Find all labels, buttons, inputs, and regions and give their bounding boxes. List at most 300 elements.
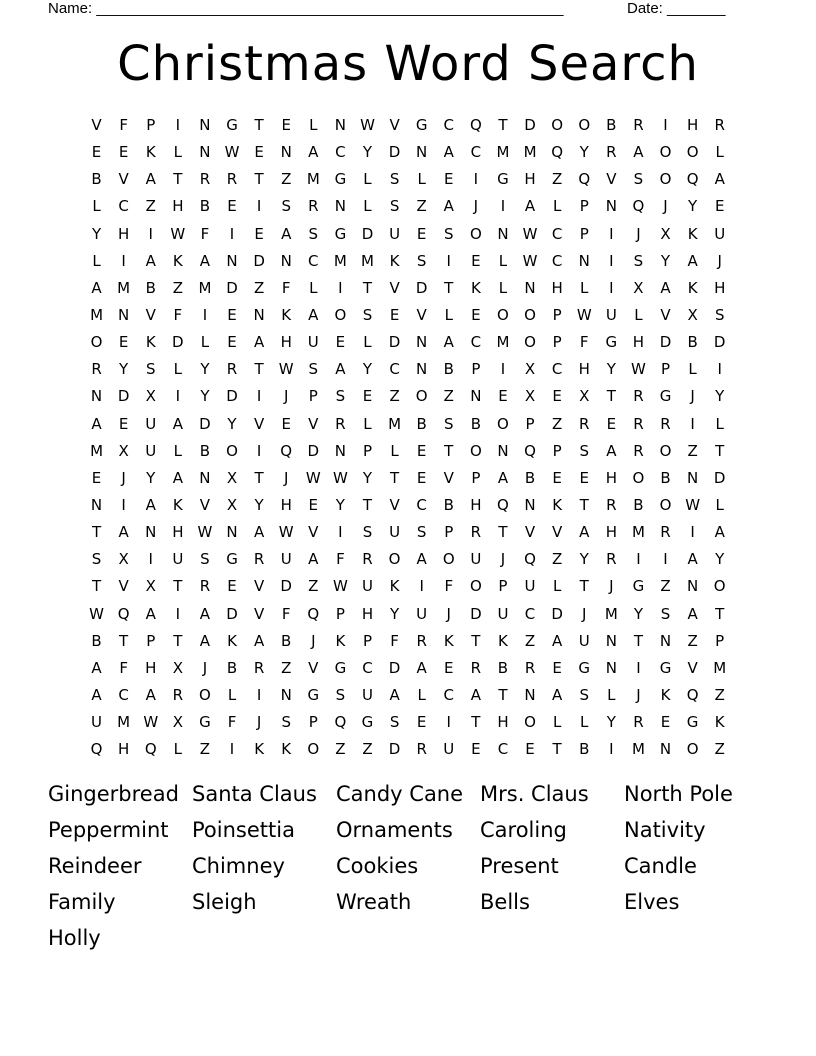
grid-letter: R <box>172 685 184 704</box>
grid-letter: A <box>281 224 292 243</box>
word-list-item: Nativity <box>624 818 706 842</box>
grid-letter: U <box>361 685 373 704</box>
grid-letter: T <box>91 523 102 542</box>
grid-letter: N <box>226 523 238 542</box>
word-list-item: Present <box>480 854 559 878</box>
grid-letter: B <box>91 170 102 189</box>
grid-letter: G <box>334 658 347 677</box>
grid-letter: Z <box>281 658 292 677</box>
grid-letter: A <box>443 143 454 162</box>
grid-letter: N <box>470 387 482 406</box>
grid-letter: S <box>579 685 589 704</box>
grid-letter: A <box>497 468 509 487</box>
grid-letter: C <box>443 116 454 134</box>
grid-letter: G <box>226 116 238 134</box>
grid-letter: I <box>609 224 614 243</box>
grid-letter: B <box>199 441 211 460</box>
grid-letter: X <box>145 577 156 596</box>
grid-letter: I <box>690 523 695 542</box>
grid-letter: H <box>470 495 482 514</box>
grid-letter: X <box>524 360 536 379</box>
grid-letter: V <box>308 414 319 433</box>
grid-letter: T <box>254 170 264 189</box>
grid-letter: U <box>307 333 319 352</box>
grid-letter: V <box>606 170 617 189</box>
grid-letter: K <box>227 631 237 650</box>
letter-grid <box>83 112 733 763</box>
grid-letter: W <box>360 116 375 134</box>
grid-letter: S <box>362 305 373 324</box>
grid-letter: J <box>283 468 289 487</box>
grid-letter: I <box>175 604 181 623</box>
grid-letter: O <box>659 495 672 514</box>
grid-letter: U <box>605 305 617 324</box>
grid-letter: S <box>281 713 291 732</box>
grid-letter: Z <box>443 387 454 406</box>
grid-letter: L <box>363 170 372 189</box>
grid-letter: Y <box>715 550 725 569</box>
grid-letter: M <box>90 305 104 324</box>
grid-letter: Y <box>91 224 102 243</box>
grid-letter: V <box>118 170 129 189</box>
grid-letter: E <box>471 251 481 270</box>
grid-letter: E <box>227 197 237 216</box>
grid-letter: W <box>278 523 294 542</box>
grid-letter: X <box>633 278 644 297</box>
grid-letter: N <box>524 278 536 297</box>
grid-letter: D <box>415 278 428 297</box>
grid-letter: V <box>308 523 319 542</box>
grid-letter: I <box>663 116 668 134</box>
grid-letter: Y <box>389 604 400 623</box>
name-field-label: Name: ________________________________________________________ <box>48 0 564 17</box>
grid-letter: V <box>118 577 129 596</box>
grid-letter: V <box>389 278 400 297</box>
grid-letter: I <box>500 360 506 379</box>
grid-letter: T <box>471 631 481 650</box>
grid-letter: Q <box>686 685 699 704</box>
grid-letter: V <box>524 523 536 542</box>
grid-letter: U <box>443 740 455 759</box>
grid-letter: M <box>117 278 131 297</box>
grid-letter: T <box>444 278 454 297</box>
grid-letter: R <box>226 360 238 379</box>
grid-letter: Z <box>253 278 265 297</box>
grid-letter: E <box>118 333 129 352</box>
grid-letter: G <box>659 387 672 406</box>
grid-letter: A <box>687 604 698 623</box>
grid-letter: N <box>524 685 536 704</box>
grid-letter: N <box>199 143 211 162</box>
grid-letter: F <box>579 333 589 352</box>
grid-letter: F <box>119 658 128 677</box>
grid-letter: L <box>227 685 237 704</box>
grid-letter: L <box>92 197 101 216</box>
grid-letter: Q <box>144 740 157 759</box>
grid-letter: S <box>633 170 644 189</box>
grid-letter: M <box>496 333 510 352</box>
word-list-item: Reindeer <box>48 854 142 878</box>
grid-letter: H <box>172 197 184 216</box>
grid-letter: A <box>552 631 563 650</box>
grid-letter: J <box>311 631 316 650</box>
grid-letter: V <box>416 305 427 324</box>
grid-letter: U <box>416 604 428 623</box>
grid-letter: Q <box>524 441 536 460</box>
grid-letter: E <box>498 387 508 406</box>
grid-letter: T <box>254 468 264 487</box>
grid-letter: T <box>173 631 183 650</box>
grid-letter: J <box>690 387 695 406</box>
grid-letter: T <box>715 441 725 460</box>
grid-letter: H <box>172 523 184 542</box>
word-list-item: Ornaments <box>336 818 453 842</box>
grid-letter: N <box>605 658 617 677</box>
grid-letter: F <box>227 713 237 732</box>
grid-letter: P <box>552 305 562 324</box>
grid-letter: B <box>524 468 536 487</box>
grid-letter: P <box>552 441 562 460</box>
grid-letter: O <box>469 441 482 460</box>
grid-letter: U <box>714 224 726 243</box>
grid-letter: D <box>226 278 238 297</box>
grid-letter: R <box>416 740 427 759</box>
grid-letter: Q <box>632 197 645 216</box>
grid-letter: T <box>498 523 508 542</box>
grid-letter: Y <box>362 360 373 379</box>
grid-letter: Z <box>552 414 563 433</box>
grid-letter: Q <box>578 170 591 189</box>
grid-letter: X <box>172 658 183 677</box>
grid-letter: I <box>663 550 668 569</box>
grid-letter: N <box>497 441 509 460</box>
grid-letter: D <box>388 658 401 677</box>
grid-letter: F <box>200 224 210 243</box>
grid-letter: V <box>253 577 265 596</box>
grid-letter: P <box>552 333 562 352</box>
grid-letter: Z <box>335 740 346 759</box>
grid-letter: M <box>117 713 131 732</box>
grid-letter: P <box>308 387 318 406</box>
grid-letter: K <box>687 224 698 243</box>
grid-letter: C <box>497 740 509 759</box>
grid-letter: T <box>579 577 589 596</box>
grid-letter: S <box>389 170 400 189</box>
grid-letter: W <box>305 468 321 487</box>
grid-letter: N <box>199 468 211 487</box>
grid-letter: N <box>497 224 509 243</box>
grid-letter: D <box>280 577 292 596</box>
grid-letter: S <box>91 550 102 569</box>
grid-letter: R <box>714 116 725 134</box>
grid-letter: F <box>336 550 345 569</box>
grid-letter: Y <box>579 143 589 162</box>
grid-letter: V <box>389 116 400 134</box>
grid-letter: E <box>552 387 562 406</box>
grid-letter: G <box>334 170 347 189</box>
grid-letter: W <box>197 523 213 542</box>
grid-letter: N <box>659 631 672 650</box>
grid-letter: Q <box>551 143 564 162</box>
word-list-item: Gingerbread <box>48 782 179 806</box>
grid-letter: E <box>416 468 427 487</box>
grid-letter: K <box>145 333 156 352</box>
grid-letter: E <box>579 468 589 487</box>
grid-letter: I <box>446 251 451 270</box>
grid-letter: T <box>254 360 264 379</box>
grid-letter: K <box>443 631 454 650</box>
grid-letter: D <box>713 333 726 352</box>
grid-letter: I <box>229 224 235 243</box>
grid-letter: R <box>199 577 211 596</box>
grid-letter: B <box>687 333 698 352</box>
grid-letter: L <box>363 197 372 216</box>
grid-letter: I <box>419 577 424 596</box>
grid-letter: R <box>416 631 427 650</box>
grid-letter: G <box>226 550 238 569</box>
grid-letter: M <box>496 143 510 162</box>
grid-letter: O <box>226 441 238 460</box>
grid-letter: T <box>91 577 102 596</box>
grid-letter: G <box>659 658 672 677</box>
grid-letter: E <box>416 224 427 243</box>
grid-letter: D <box>117 387 130 406</box>
grid-letter: A <box>253 523 265 542</box>
grid-letter: G <box>334 224 347 243</box>
grid-letter: B <box>226 658 238 677</box>
grid-letter: T <box>173 170 183 189</box>
grid-letter: P <box>308 713 318 732</box>
grid-letter: M <box>361 251 374 270</box>
grid-letter: D <box>551 604 563 623</box>
grid-letter: Z <box>281 170 292 189</box>
grid-letter: V <box>308 658 319 677</box>
grid-letter: D <box>361 224 374 243</box>
grid-letter: L <box>552 197 562 216</box>
grid-letter: H <box>118 740 130 759</box>
grid-letter: V <box>687 658 698 677</box>
grid-letter: L <box>715 414 724 433</box>
grid-letter: P <box>471 360 481 379</box>
grid-letter: D <box>226 604 238 623</box>
grid-letter: H <box>524 170 536 189</box>
grid-letter: N <box>199 116 211 134</box>
grid-letter: T <box>362 495 373 514</box>
grid-letter: G <box>307 685 320 704</box>
grid-letter: D <box>172 333 184 352</box>
grid-letter: J <box>256 713 262 732</box>
grid-letter: U <box>389 224 401 243</box>
grid-letter: R <box>633 116 644 134</box>
grid-letter: U <box>145 414 157 433</box>
grid-letter: N <box>578 251 590 270</box>
grid-letter: N <box>118 305 130 324</box>
grid-letter: G <box>415 116 428 134</box>
grid-letter: V <box>443 468 454 487</box>
grid-letter: R <box>199 170 211 189</box>
grid-letter: D <box>524 116 536 134</box>
grid-letter: R <box>308 197 319 216</box>
grid-letter: P <box>146 631 156 650</box>
grid-letter: J <box>202 658 208 677</box>
grid-letter: A <box>416 550 427 569</box>
grid-letter: I <box>256 685 262 704</box>
grid-letter: W <box>278 360 294 379</box>
grid-letter: I <box>473 170 479 189</box>
grid-letter: E <box>444 658 454 677</box>
grid-letter: R <box>633 713 644 732</box>
grid-letter: S <box>335 387 346 406</box>
grid-letter: J <box>717 251 722 270</box>
grid-letter: C <box>470 333 482 352</box>
date-field-label: Date: _______ <box>627 0 726 17</box>
grid-letter: Y <box>146 468 156 487</box>
grid-letter: F <box>390 631 399 650</box>
grid-letter: W <box>332 468 348 487</box>
grid-letter: A <box>579 523 590 542</box>
grid-letter: O <box>415 387 428 406</box>
grid-letter: A <box>145 170 156 189</box>
grid-letter: S <box>335 685 346 704</box>
grid-letter: A <box>91 658 102 677</box>
grid-letter: N <box>253 305 265 324</box>
grid-letter: I <box>121 251 126 270</box>
grid-letter: A <box>606 441 617 460</box>
grid-letter: P <box>525 414 535 433</box>
grid-letter: O <box>199 685 211 704</box>
grid-letter: U <box>524 577 536 596</box>
grid-letter: E <box>254 143 264 162</box>
grid-letter: P <box>660 360 671 379</box>
grid-letter: N <box>280 251 292 270</box>
grid-letter: V <box>389 495 400 514</box>
grid-letter: I <box>609 740 614 759</box>
grid-letter: W <box>89 604 104 623</box>
grid-letter: V <box>253 604 265 623</box>
grid-letter: H <box>714 278 726 297</box>
grid-letter: I <box>175 116 181 134</box>
grid-letter: T <box>633 631 643 650</box>
grid-letter: D <box>470 604 482 623</box>
grid-letter: R <box>660 523 671 542</box>
grid-letter: J <box>636 224 641 243</box>
grid-letter: S <box>308 360 319 379</box>
grid-letter: Z <box>552 550 563 569</box>
grid-letter: A <box>687 251 698 270</box>
grid-letter: D <box>388 333 401 352</box>
grid-letter: Q <box>280 441 293 460</box>
grid-letter: Y <box>660 251 671 270</box>
word-list-item: Poinsettia <box>192 818 295 842</box>
grid-letter: A <box>335 360 346 379</box>
grid-letter: W <box>143 713 159 732</box>
grid-letter: H <box>361 604 374 623</box>
grid-letter: E <box>118 143 129 162</box>
grid-letter: N <box>280 143 292 162</box>
grid-letter: O <box>497 414 509 433</box>
grid-letter: H <box>118 224 130 243</box>
grid-letter: S <box>579 441 589 460</box>
grid-letter: G <box>361 713 374 732</box>
grid-letter: E <box>416 713 427 732</box>
grid-letter: A <box>552 685 563 704</box>
grid-letter: A <box>308 305 319 324</box>
grid-letter: M <box>388 414 402 433</box>
grid-letter: L <box>580 278 589 297</box>
grid-letter: N <box>226 251 238 270</box>
grid-letter: R <box>660 414 671 433</box>
grid-letter: A <box>253 631 265 650</box>
grid-letter: J <box>283 387 289 406</box>
grid-letter: A <box>470 685 481 704</box>
grid-letter: P <box>579 197 589 216</box>
grid-letter: A <box>145 495 156 514</box>
grid-letter: A <box>172 468 183 487</box>
grid-letter: T <box>498 116 508 134</box>
grid-letter: Z <box>714 685 725 704</box>
grid-letter: E <box>227 305 237 324</box>
grid-letter: C <box>443 685 454 704</box>
word-list-item: Mrs. Claus <box>480 782 589 806</box>
grid-letter: Y <box>362 468 373 487</box>
grid-letter: U <box>578 631 590 650</box>
grid-letter: L <box>363 333 372 352</box>
grid-letter: A <box>714 170 725 189</box>
grid-letter: X <box>172 713 183 732</box>
grid-letter: O <box>659 143 672 162</box>
grid-letter: L <box>363 414 372 433</box>
grid-letter: I <box>121 495 126 514</box>
grid-letter: A <box>524 197 536 216</box>
grid-letter: K <box>281 740 292 759</box>
grid-letter: Q <box>117 604 130 623</box>
grid-letter: L <box>688 360 697 379</box>
grid-letter: K <box>281 305 292 324</box>
grid-letter: V <box>145 305 156 324</box>
grid-letter: U <box>361 577 373 596</box>
grid-letter: C <box>551 251 563 270</box>
grid-letter: R <box>633 441 644 460</box>
grid-letter: W <box>631 360 646 379</box>
grid-letter: L <box>309 116 318 134</box>
grid-letter: I <box>256 197 262 216</box>
grid-letter: L <box>607 685 616 704</box>
word-list-item: Bells <box>480 890 530 914</box>
grid-letter: Z <box>687 631 698 650</box>
grid-letter: S <box>200 550 210 569</box>
grid-letter: I <box>446 713 451 732</box>
grid-letter: P <box>444 523 454 542</box>
word-list-item: Elves <box>624 890 680 914</box>
grid-letter: A <box>416 658 427 677</box>
grid-letter: A <box>633 143 644 162</box>
grid-letter: A <box>91 414 102 433</box>
grid-letter: R <box>579 414 590 433</box>
grid-letter: T <box>362 278 373 297</box>
grid-letter: E <box>471 740 481 759</box>
grid-letter: Y <box>362 143 373 162</box>
grid-letter: A <box>443 197 454 216</box>
word-list-item: Cookies <box>336 854 419 878</box>
grid-letter: V <box>91 116 102 134</box>
grid-letter: L <box>309 278 318 297</box>
grid-letter: F <box>173 305 183 324</box>
grid-letter: C <box>308 251 319 270</box>
grid-letter: V <box>552 523 563 542</box>
grid-letter: T <box>498 685 508 704</box>
grid-letter: K <box>172 251 183 270</box>
grid-letter: N <box>605 197 617 216</box>
